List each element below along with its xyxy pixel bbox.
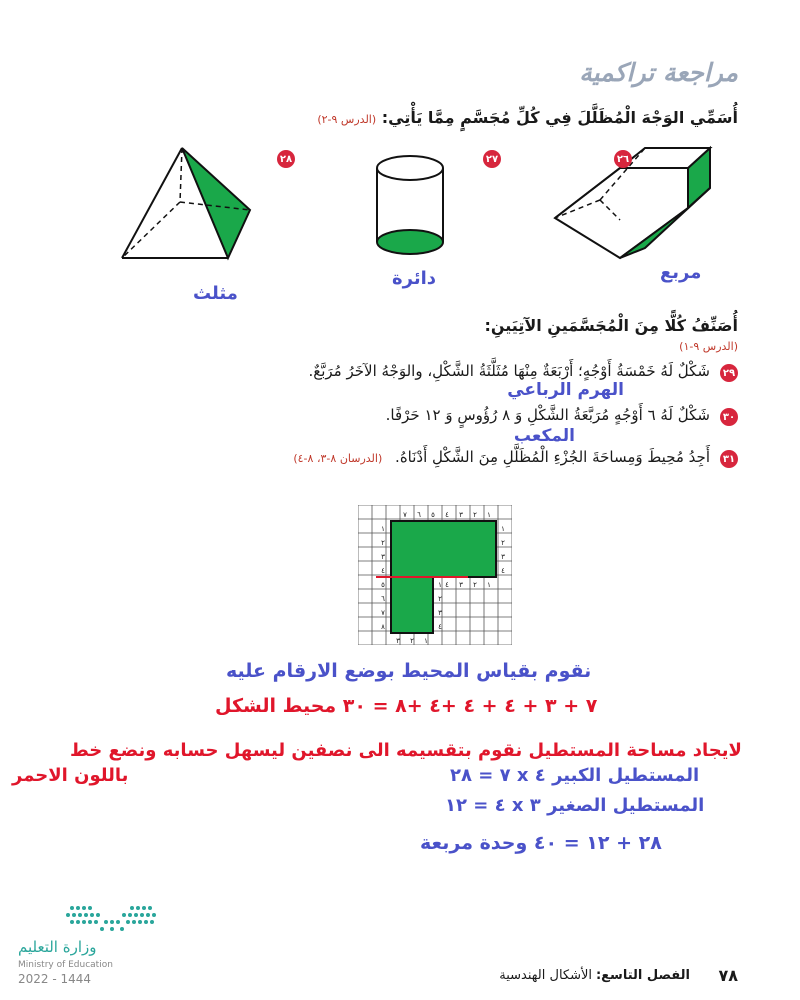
- chapter-label: الفصل التاسع:: [595, 968, 690, 983]
- answer-pyramid: الهرم الرباعي: [507, 380, 624, 400]
- grid-figure: [358, 505, 512, 645]
- answer-square: مربع: [660, 262, 702, 283]
- grid-label-right: ١: [501, 525, 505, 533]
- grid-label-left: ٣: [381, 553, 385, 561]
- answer-circle: دائرة: [392, 268, 436, 289]
- grid-label-inner: ١: [438, 581, 442, 589]
- question-number-badge: ٣١: [720, 450, 738, 468]
- ministry-name-en: Ministry of Education: [18, 960, 113, 970]
- grid-label-bottom: ٢: [410, 637, 414, 645]
- ministry-logo-icon: [62, 902, 162, 932]
- grid-label-top: ٦: [417, 511, 421, 519]
- perimeter-intro: نقوم بقياس المحيط بوضع الارقام عليه: [226, 660, 592, 682]
- cylinder-figure: [377, 156, 443, 254]
- grid-label-top: ٧: [403, 511, 407, 519]
- pyramid-figure: [122, 148, 250, 258]
- grid-label-left: ٥: [381, 581, 385, 589]
- classify-instruction: أُصَنِّفُ كُلًّا مِنَ الْمُجَسَّمَينِ الآتِيَينِ:: [484, 316, 738, 335]
- grid-label-left: ٢: [381, 539, 385, 547]
- grid-label-right: ٣: [501, 553, 505, 561]
- answer-triangle: مثلث: [193, 283, 238, 304]
- grid-label-left: ١: [381, 525, 385, 533]
- grid-label-right: ٢: [501, 539, 505, 547]
- question-number-badge: ٢٨: [277, 150, 295, 168]
- big-rectangle-area: المستطيل الكبير ٤ x ٧ = ٢٨: [450, 765, 700, 786]
- grid-label-bottom: ٣: [396, 637, 400, 645]
- grid-label-inner: ٣: [438, 609, 442, 617]
- grid-label-inner: ٢: [438, 595, 442, 603]
- prism-figure: [555, 148, 710, 258]
- item-text-main: أَجِدُ مُحِيطَ وَمِساحَةَ الجُزْءِ الْمُظَلَّلِ مِنَ الشَّكْلِ أَدْنَاهُ.: [395, 448, 710, 466]
- lesson-ref: (الدرس ٩-١): [679, 340, 738, 353]
- grid-label-mid: ٢: [473, 581, 477, 589]
- grid-label-left: ٨: [381, 623, 385, 631]
- question-number-badge: ٣٠: [720, 408, 738, 426]
- ministry-name-ar: وزارة التعليم: [18, 938, 97, 956]
- section-title: مراجعة تراكمية: [579, 58, 738, 87]
- grid-label-bottom: ١: [424, 637, 428, 645]
- instruction-text: أُسَمِّي الوَجْهَ الْمُظَلَّلَ فِي كُلِّ مُجَسَّمٍ مِمَّا يَأْتِي:: [381, 108, 738, 127]
- grid-label-mid: ٣: [459, 581, 463, 589]
- item-text: شَكْلٌ لَهُ خَمْسَةُ أَوْجُهٍ؛ أَرْبَعَةٌ مِنْهَا مُثَلَّثَةُ الشَّكْلِ، والوَجْهُ الآخَرُ مُرَبَّعٌ.: [308, 362, 710, 380]
- lesson-ref: (الدرس ٩-٢): [317, 113, 377, 126]
- name-faces-instruction: [317, 108, 738, 127]
- question-number-badge: ٢٩: [720, 364, 738, 382]
- small-rectangle-area: المستطيل الصغير ٣ x ٤ = ١٢: [445, 795, 705, 816]
- total-area: ٢٨ + ١٢ = ٤٠ وحدة مربعة: [420, 832, 662, 854]
- grid-label-left: ٦: [381, 595, 385, 603]
- grid-label-right: ٤: [501, 567, 505, 575]
- item-text: شَكْلٌ لَهُ ٦ أَوْجُهٍ مُرَبَّعَةُ الشَّكْلِ وَ ٨ رُؤُوسٍ وَ ١٢ حَرْفًا.: [385, 406, 710, 424]
- grid-label-inner: ٤: [438, 623, 442, 631]
- answer-cube: المكعب: [513, 426, 575, 446]
- lesson-ref: (الدرسان ٨-٣، ٨-٤): [293, 452, 383, 465]
- page-number: ٧٨: [718, 966, 738, 985]
- grid-label-top: ١: [487, 511, 491, 519]
- question-number-badge: ٢٦: [614, 150, 632, 168]
- grid-label-left: ٧: [381, 609, 385, 617]
- chapter-title: الأشكال الهندسية: [499, 968, 592, 983]
- question-number-badge: ٢٧: [483, 150, 501, 168]
- grid-label-top: ٤: [445, 511, 449, 519]
- area-intro-continued: باللون الاحمر: [12, 765, 129, 786]
- item-text: [293, 448, 710, 466]
- grid-label-mid: ١: [487, 581, 491, 589]
- grid-label-mid: ٤: [445, 581, 449, 589]
- grid-label-top: ٢: [473, 511, 477, 519]
- grid-label-top: ٣: [459, 511, 463, 519]
- edition-year: 2022 - 1444: [18, 972, 92, 986]
- area-intro: لايجاد مساحة المستطيل نقوم بتقسيمه الى نصفين ليسهل حسابه ونضع خط: [70, 740, 742, 761]
- grid-label-left: ٤: [381, 567, 385, 575]
- grid-label-top: ٥: [431, 511, 435, 519]
- perimeter-equation: ٧ + ٣ + ٤ + ٤ +٤ +٨ = ٣٠ محيط الشكل: [215, 695, 598, 717]
